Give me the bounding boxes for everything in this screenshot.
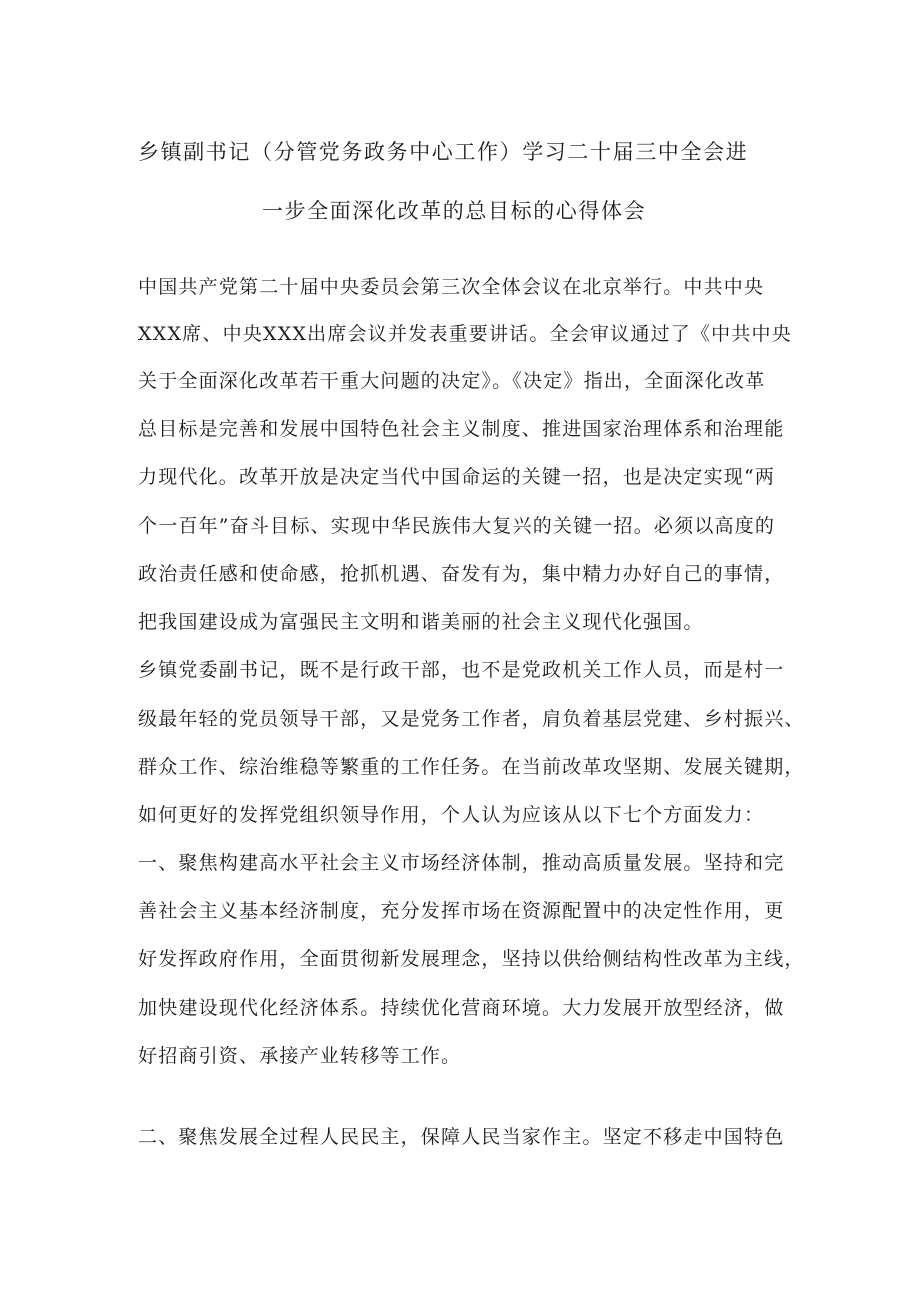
paragraph-line: 加快建设现代化经济体系。持续优化营商环境。大力发展开放型经济，做 <box>138 997 785 1019</box>
paragraph-line: 善社会主义基本经济制度，充分发挥市场在资源配置中的决定性作用，更 <box>138 900 785 922</box>
paragraph-line: 总目标是完善和发展中国特色社会主义制度、推进国家治理体系和治理能 <box>138 418 785 440</box>
paragraph-line: 政治责任感和使命感，抢抓机遇、奋发有为，集中精力办好自己的事情， <box>138 563 785 585</box>
paragraph-line: 把我国建设成为富强民主文明和谐美丽的社会主义现代化强国。 <box>138 611 704 633</box>
paragraph-line: 群众工作、综治维稳等繁重的工作任务。在当前改革攻坚期、发展关键期， <box>138 756 805 778</box>
paragraph-line: 乡镇党委副书记，既不是行政干部，也不是党政机关工作人员，而是村一 <box>138 659 785 681</box>
document-title-line-1: 乡镇副书记（分管党务政务中心工作）学习二十届三中全会进 <box>138 140 749 164</box>
paragraph-line: 个一百年”奋斗目标、实现中华民族伟大复兴的关键一招。必须以高度的 <box>138 515 776 537</box>
paragraph-line: 力现代化。改革开放是决定当代中国命运的关键一招，也是决定实现“两 <box>138 466 776 488</box>
paragraph-line: 中国共产党第二十届中央委员会第三次全体会议在北京举行。中共中央 <box>138 276 765 298</box>
paragraph-line: 级最年轻的党员领导干部，又是党务工作者，肩负着基层党建、乡村振兴、 <box>138 708 805 730</box>
paragraph-line: 如何更好的发挥党组织领导作用，个人认为应该从以下七个方面发力： <box>138 804 765 826</box>
paragraph-line: XXX席、中央XXX出席会议并发表重要讲话。全会审议通过了《中共中央 <box>138 323 792 345</box>
section-heading-line: 一、聚焦构建高水平社会主义市场经济体制，推动高质量发展。坚持和完 <box>138 852 785 874</box>
paragraph-line: 好发挥政府作用，全面贯彻新发展理念，坚持以供给侧结构性改革为主线， <box>138 948 805 970</box>
paragraph-line: 好招商引资、承接产业转移等工作。 <box>138 1045 462 1067</box>
section-heading-line: 二、聚焦发展全过程人民民主，保障人民当家作主。坚定不移走中国特色 <box>138 1126 785 1148</box>
document-title-line-2: 一步全面深化改革的总目标的心得体会 <box>262 199 647 223</box>
paragraph-line: 关于全面深化改革若干重大问题的决定》。《决定》指出，全面深化改革 <box>138 370 766 392</box>
